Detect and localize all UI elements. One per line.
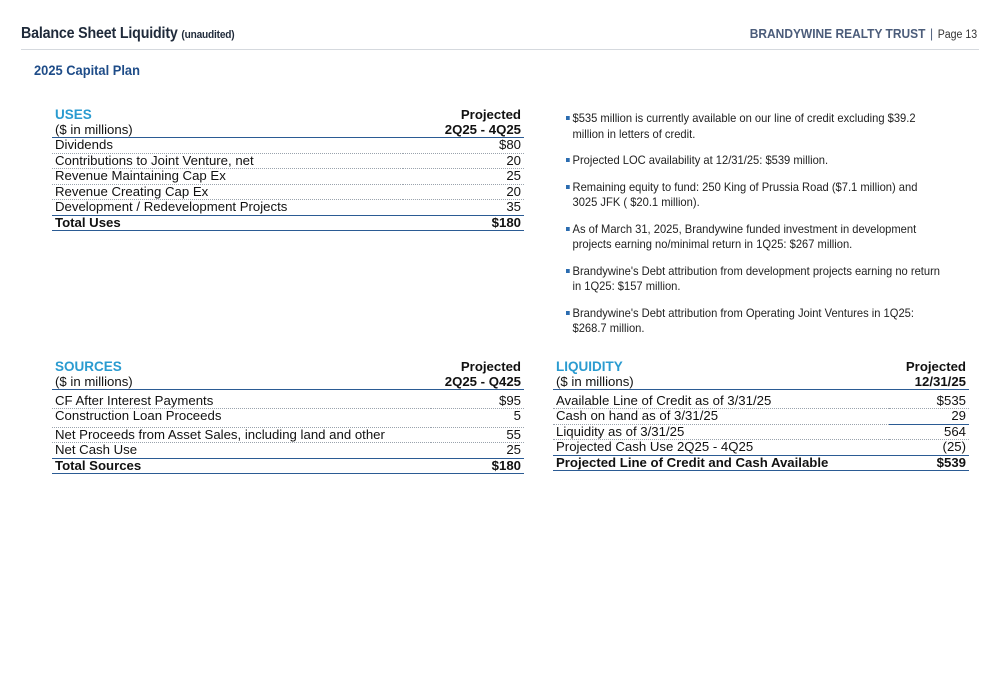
table-row bbox=[52, 409, 524, 428]
table-row bbox=[52, 427, 524, 443]
bullet-list bbox=[566, 111, 943, 348]
liquidity-total-label: Projected Line of Credit and Cash Available bbox=[553, 455, 889, 471]
section-title: 2025 Capital Plan bbox=[34, 62, 140, 78]
table-row bbox=[52, 184, 524, 200]
uses-total-value: $180 bbox=[403, 215, 524, 231]
uses-row-value: 20 bbox=[403, 153, 524, 169]
bullet-text: Remaining equity to fund: 250 King of Prussia Road ($7.1 million) and 3025 JFK ( $20.1 million). bbox=[572, 179, 918, 209]
bullet-text: Brandywine's Debt attribution from development projects earning no return in 1Q25: $157 million. bbox=[572, 263, 941, 293]
bullet-text: As of March 31, 2025, Brandywine funded investment in development projects earning no/minimal return in 1Q25: $267 million. bbox=[572, 221, 917, 251]
page-number: Page 13 bbox=[937, 29, 977, 41]
uses-col-header-1: Projected bbox=[460, 107, 521, 122]
liquidity-row-label: Liquidity as of 3/31/25 bbox=[553, 424, 889, 440]
liquidity-row-value: $535 bbox=[889, 394, 969, 409]
liquidity-total-value: $539 bbox=[889, 455, 969, 471]
sources-row-label: Net Proceeds from Asset Sales, including land and other bbox=[52, 427, 431, 443]
table-row bbox=[553, 440, 969, 456]
bullet-square-icon bbox=[566, 116, 570, 120]
bullet-item bbox=[566, 264, 943, 295]
liquidity-row-value: 564 bbox=[889, 424, 969, 440]
sources-total-label: Total Sources bbox=[52, 458, 431, 474]
liquidity-col-header-1: Projected bbox=[905, 359, 966, 374]
sources-col-header-2: 2Q25 - Q425 bbox=[431, 375, 524, 390]
bullet-square-icon bbox=[566, 311, 570, 315]
uses-row-label: Revenue Maintaining Cap Ex bbox=[52, 169, 403, 185]
uses-row-label: Contributions to Joint Venture, net bbox=[52, 153, 403, 169]
sources-col-header-1: Projected bbox=[460, 359, 521, 374]
sources-row-label: CF After Interest Payments bbox=[52, 394, 431, 409]
bullet-text: Brandywine's Debt attribution from Operating Joint Ventures in 1Q25: $268.7 million. bbox=[572, 305, 914, 335]
table-row bbox=[52, 153, 524, 169]
sources-row-label: Construction Loan Proceeds bbox=[52, 409, 431, 428]
sources-row-value: $95 bbox=[431, 394, 524, 409]
brand-separator: | bbox=[929, 26, 933, 41]
table-row bbox=[553, 424, 969, 440]
uses-row-value: 25 bbox=[403, 169, 524, 185]
table-row bbox=[52, 138, 524, 154]
header-divider bbox=[21, 49, 979, 50]
uses-row-value: 35 bbox=[403, 200, 524, 216]
liquidity-units: ($ in millions) bbox=[553, 375, 889, 390]
uses-row-value: $80 bbox=[403, 138, 524, 154]
sources-row-value: 5 bbox=[431, 409, 524, 428]
page-title-text: Balance Sheet Liquidity bbox=[21, 25, 178, 42]
bullet-item bbox=[566, 180, 943, 211]
uses-row-label: Dividends bbox=[52, 138, 403, 154]
sources-row-label: Net Cash Use bbox=[52, 443, 431, 459]
liquidity-row-value: 29 bbox=[889, 409, 969, 425]
page-title-subtitle: (unaudited) bbox=[181, 29, 235, 41]
brand-header bbox=[750, 26, 977, 41]
bullet-item bbox=[566, 222, 943, 253]
liquidity-col-header-2: 12/31/25 bbox=[889, 375, 969, 390]
table-row bbox=[52, 169, 524, 185]
bullet-text: $535 million is currently available on our line of credit excluding $39.2 million in letters of credit. bbox=[572, 111, 916, 141]
sources-total-value: $180 bbox=[431, 458, 524, 474]
sources-table bbox=[52, 352, 524, 474]
table-row bbox=[52, 443, 524, 459]
page-title bbox=[21, 25, 234, 43]
liquidity-table bbox=[553, 352, 969, 471]
table-row bbox=[553, 409, 969, 425]
table-row bbox=[52, 394, 524, 409]
uses-row-label: Development / Redevelopment Projects bbox=[52, 200, 403, 216]
liquidity-row-value: (25) bbox=[889, 440, 969, 456]
sources-total-row bbox=[52, 458, 524, 474]
bullet-item bbox=[566, 153, 943, 169]
liquidity-total-row bbox=[553, 455, 969, 471]
bullet-square-icon bbox=[566, 185, 570, 189]
uses-total-label: Total Uses bbox=[52, 215, 403, 231]
liquidity-row-label: Available Line of Credit as of 3/31/25 bbox=[553, 394, 889, 409]
sources-row-value: 55 bbox=[431, 427, 524, 443]
bullet-item bbox=[566, 111, 943, 142]
bullet-text: Projected LOC availability at 12/31/25: $539 million. bbox=[572, 153, 829, 167]
brand-name: BRANDYWINE REALTY TRUST bbox=[749, 26, 926, 41]
uses-units: ($ in millions) bbox=[52, 123, 403, 138]
sources-row-value: 25 bbox=[431, 443, 524, 459]
bullet-square-icon bbox=[566, 269, 570, 273]
liquidity-row-label: Projected Cash Use 2Q25 - 4Q25 bbox=[553, 440, 889, 456]
uses-table bbox=[52, 108, 524, 231]
table-row bbox=[52, 200, 524, 216]
uses-total-row bbox=[52, 215, 524, 231]
bullet-square-icon bbox=[566, 227, 570, 231]
uses-row-value: 20 bbox=[403, 184, 524, 200]
table-row bbox=[553, 394, 969, 409]
bullet-square-icon bbox=[566, 158, 570, 162]
liquidity-title: LIQUIDITY bbox=[556, 359, 623, 374]
uses-title: USES bbox=[55, 107, 92, 122]
liquidity-row-label: Cash on hand as of 3/31/25 bbox=[553, 409, 889, 425]
uses-row-label: Revenue Creating Cap Ex bbox=[52, 184, 403, 200]
uses-col-header-2: 2Q25 - 4Q25 bbox=[403, 123, 524, 138]
sources-title: SOURCES bbox=[55, 359, 122, 374]
bullet-item bbox=[566, 306, 943, 337]
sources-units: ($ in millions) bbox=[52, 375, 431, 390]
